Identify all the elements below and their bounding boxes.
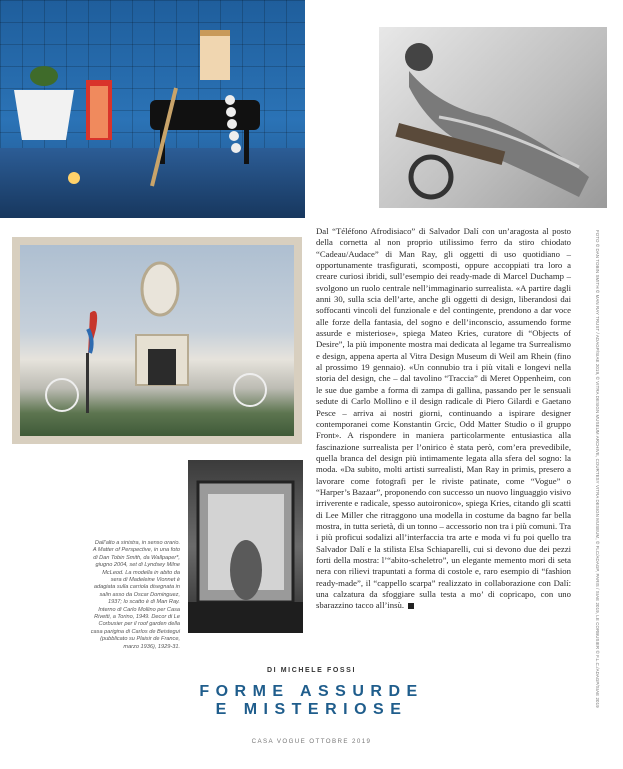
article-title-line-2: E MISTERIOSE bbox=[215, 701, 408, 718]
photo-credit-text: FOTO © DAN TOBIN SMITH © MAN RAY TRUST / ADAGP/SIAE 2019, © VITRA DESIGN MUSEUM ARCHIVE, COURTESY VITRA DESIGN MUSEUM, © FLC/ADAGP, PARIS / SIAE 2019, LE CORBUSIER © F.L.C./ADAGP/SIAE 2019 bbox=[595, 230, 600, 708]
wheelbarrow-scene bbox=[379, 27, 607, 208]
article-body bbox=[316, 226, 571, 612]
article-body-text: Dal “Téléfono Afrodisiaco” di Salvador Dalí con un’aragosta al posto della cornetta al non proprio utilissimo ferro da stiro chiodato “Cadeau/Audace” di Man Ray, gli oggetti di uso quotidiano – opportunamente trasfigurati, scomposti, oppure accoppiati tra loro a creare curiosi ibridi, sull’esempio dei ready-made di Marcel Duchamp – svolgono un ruolo centrale nell’immaginario surrealista. «A partire dagli anni 30, sulla scia dell’arte, anche gli oggetti di design, liberandosi dai soffocanti vincoli del funzionale e del contingente, prendono a dar voce alle forze della fantasia, del sogno e dell’inconscio, assumendo forme assurde e misteriose», spiega Mateo Kries, curatore di “Objects of Desire”, la più imponente mostra mai dedicata al legame tra Surrealismo e design, appena aperta al Vitra Design Museum di Weil am Rhein (fino al prossimo 19 gennaio). «Un connubio tra i più vitali e longevi nella storia del design, che – dal tavolino “Traccia” di Meret Oppenheim, con le sue due gambe a forma di zampa di gallina, passando per le sensuali sedute di Carlo Mollino e il design radicale di Piero Gilardi e Gaetano Pesce – arriva ai nostri giorni, continuando a ispirare designer contemporanei come Konstantin Grcic, Odd Matter Studio o il gruppo Front». A rispondere in maniera particolarmente entusiastica alla fascinazione surrealista per l’onirico è stata però, com’era prevedibile, quella branca del design più intimamente legata alla sfera del sogno: la moda. «Da subito, molti artisti surrealisti, Man Ray in primis, presero a lavorare come fotografi per le riviste patinate, come “Vogue” o “Harper’s Bazaar”, proponendo con successo un nuovo linguaggio visivo irriverente e radicale, spesso autoironico», spiega Kries, citando gli scatti di Lee Miller che ritraggono una modella in costume da bagno far bella mostra, in tutta serietà, di un tonno – accessorio non tra i più comuni. Tra i più proficui sodalizi all’interfaccia tra arte e moda vi fu poi quello tra Salvador Dalí e la stilista Elsa Schiaparelli, cui si devono due dei pezzi forti della mostra: l’“abito-scheletro”, un elegante memento mori di seta nera con rilievi trapuntati a forma di costole e, raro esempio di “fashion ready-made”, il “cappello scarpa” realizzato in collaborazione con Dalí: una calzatura da sfoggiare sulla testa a mo’ di copricapo, con uno sbarazzino tacco all’insù. bbox=[316, 226, 571, 611]
blue-room-scene bbox=[0, 0, 305, 218]
photo-caption: Dall’alto a sinistra, in senso orario. A Matter of Perspective, in una foto di Dan Tobin Smith, da Wallpaper*, giugno 2004, set di Lyndsey Milne McLeod. La modella in abito da sera di Madeleine Vionnet è adagiata sulla carriola disegnata in salin asso da Oscar Dominguez, 1937; lo scatto è di Man Ray. Interno di Carlo Mollino per Casa Rivetti, a Torino, 1949. Decor di Le Corbusier per il roof garden della casa parigina di Carlos de Beistegui (pubblicato su Plaisir de France, marzo 1936), 1929-31. bbox=[90, 540, 180, 650]
page-footer: CASA VOGUE OTTOBRE 2019 bbox=[251, 738, 372, 745]
photo-blue-room bbox=[0, 0, 305, 218]
end-of-article-mark bbox=[408, 603, 414, 609]
photo-mollino-interior bbox=[188, 460, 303, 633]
photo-model-wheelbarrow bbox=[379, 27, 607, 208]
photo-credit bbox=[591, 230, 600, 708]
article-title-line-1: FORME ASSURDE bbox=[199, 683, 424, 700]
mollino-interior-scene bbox=[188, 460, 303, 633]
photo-parrot-mirror-painting bbox=[12, 237, 302, 444]
parrot-mirror-scene bbox=[20, 245, 294, 436]
article-title bbox=[0, 683, 623, 719]
article-author: DI MICHELE FOSSI bbox=[267, 667, 356, 674]
